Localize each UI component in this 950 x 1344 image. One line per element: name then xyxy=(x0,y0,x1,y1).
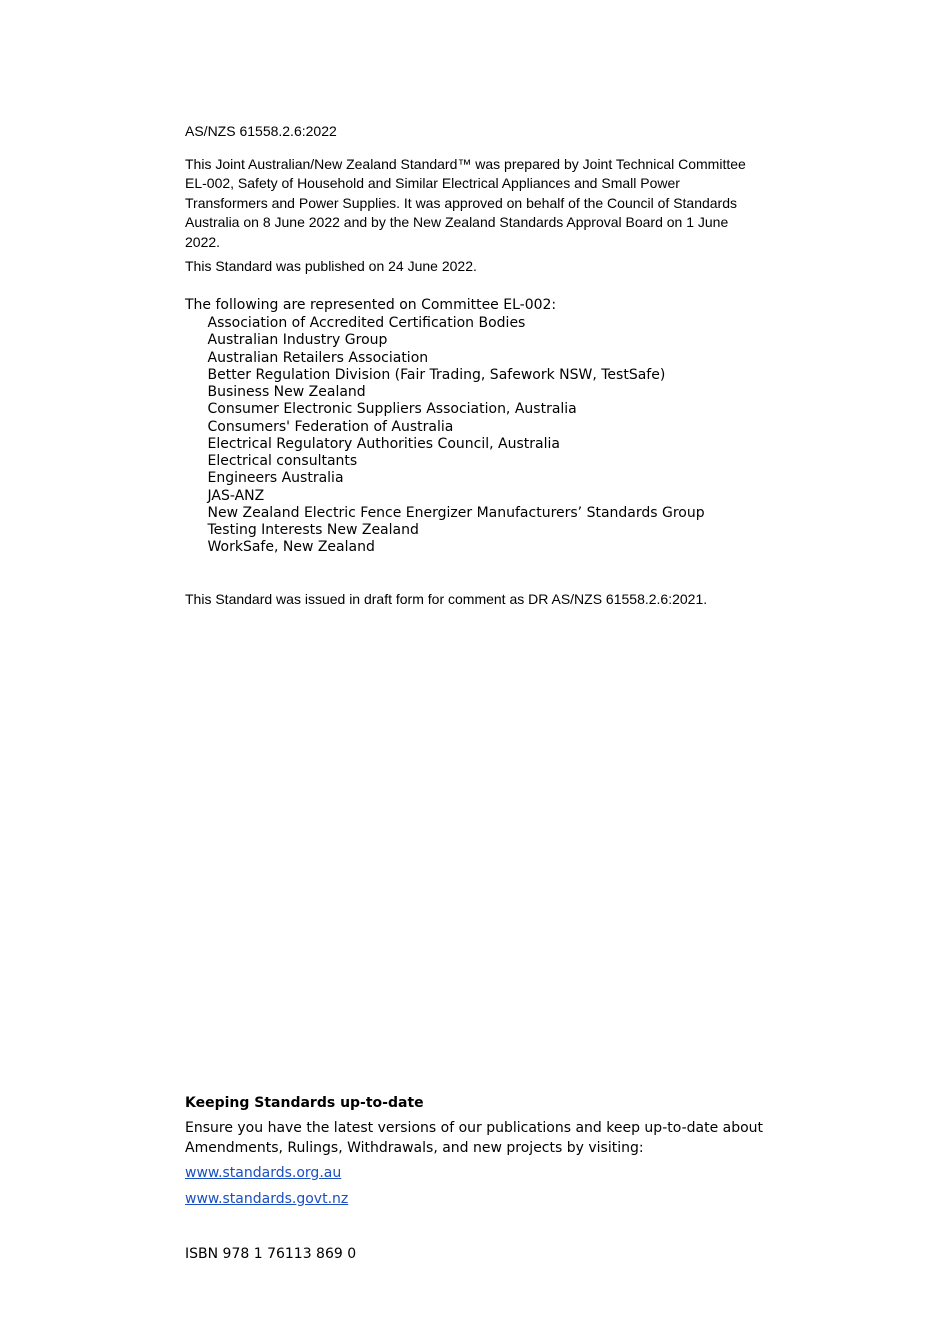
committee-member: Business New Zealand xyxy=(207,384,366,400)
committee-member: Australian Retailers Association xyxy=(207,349,429,366)
updates-text: Ensure you have the latest versions of our publications and keep up-to-date about Amendments, Rulings, Withdrawals, and new projects by visiting: xyxy=(185,1120,764,1156)
draft-statement: This Standard was issued in draft form for comment as DR AS/NZS 61558.2.6:2021. xyxy=(185,591,708,607)
committee-member-list xyxy=(185,315,765,557)
updates-heading: Keeping Standards up-to-date xyxy=(185,1095,424,1111)
committee-member: Consumers' Federation of Australia xyxy=(207,418,454,435)
standards-australia-link[interactable]: www.standards.org.au xyxy=(185,1165,342,1181)
committee-intro: The following are represented on Committee EL-002: xyxy=(185,297,557,313)
committee-member: JAS-ANZ xyxy=(207,487,265,504)
standards-nz-link[interactable]: www.standards.govt.nz xyxy=(185,1191,349,1207)
committee-member: Better Regulation Division (Fair Trading, Safework NSW, TestSafe) xyxy=(207,366,666,383)
committee-member: Testing Interests New Zealand xyxy=(207,522,419,538)
committee-member: Consumer Electronic Suppliers Association, Australia xyxy=(207,401,577,418)
committee-member: WorkSafe, New Zealand xyxy=(207,539,375,556)
committee-member: Australian Industry Group xyxy=(207,332,388,349)
committee-member: Engineers Australia xyxy=(207,470,344,487)
committee-member: Association of Accredited Certification Bodies xyxy=(207,315,526,331)
document-id: AS/NZS 61558.2.6:2022 xyxy=(185,123,337,139)
committee-member: Electrical consultants xyxy=(207,453,358,469)
committee-member: Electrical Regulatory Authorities Council, Australia xyxy=(207,435,560,452)
published-statement: This Standard was published on 24 June 2022. xyxy=(185,258,477,274)
committee-member: New Zealand Electric Fence Energizer Manufacturers’ Standards Group xyxy=(207,504,705,521)
committee-section xyxy=(185,296,765,557)
preparation-statement: This Joint Australian/New Zealand Standard™ was prepared by Joint Technical Committee EL-002, Safety of Household and Similar Electrical Appliances and Small Power Transformers and Power Supplies. It was approved on behalf of the Council of Standards Australia on 8 June 2022 and by the New Zealand Standards Approval Board on 1 June 2022. xyxy=(185,156,746,250)
isbn: ISBN 978 1 76113 869 0 xyxy=(185,1246,357,1262)
